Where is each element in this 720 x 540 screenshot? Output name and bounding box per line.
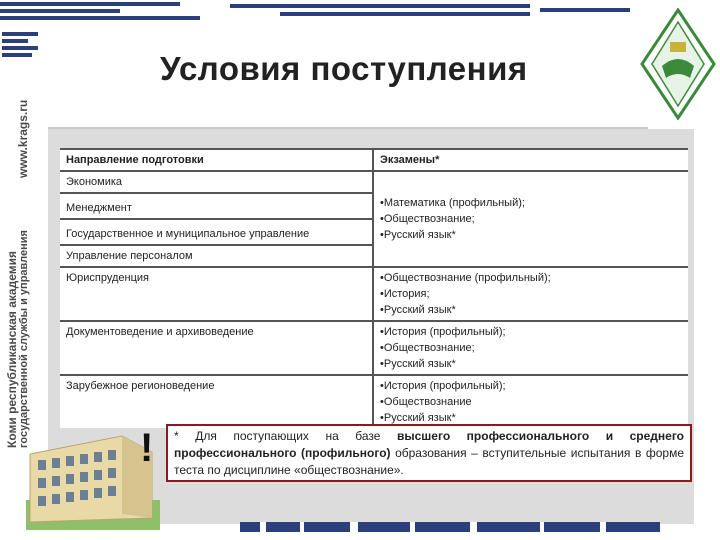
exams-cell (373, 267, 688, 321)
academy-name-line2: государственной службы и управления (18, 230, 30, 448)
direction-cell: Экономика (60, 171, 373, 193)
exam-item: •Русский язык* (380, 358, 456, 370)
direction-cell: Управление персоналом (60, 245, 373, 267)
table-row (60, 171, 688, 193)
exam-item: •Обществознание (профильный); (380, 272, 551, 284)
exam-item: •История (профильный); (380, 380, 506, 392)
direction-cell: Юриспруденция (60, 267, 373, 321)
column-header-exams: Экзамены* (373, 149, 688, 171)
exam-item: •Обществознание; (380, 342, 475, 354)
exam-item: •История (профильный); (380, 326, 506, 338)
academy-name-line1: Коми республиканская академия (5, 251, 19, 448)
column-header-direction: Направление подготовки (60, 149, 373, 171)
page-title: Условия поступления (160, 50, 528, 87)
table-row (60, 321, 688, 375)
direction-cell: Зарубежное регионоведение (60, 375, 373, 428)
academy-logo-icon (640, 8, 716, 120)
exam-item: •Русский язык* (380, 229, 456, 241)
footnote-box (166, 424, 692, 482)
exams-cell (373, 375, 688, 428)
exam-item: •Математика (профильный); (380, 197, 525, 209)
header-stripes (0, 0, 700, 22)
exam-item: •История; (380, 288, 430, 300)
website-label: www.krags.ru (16, 99, 30, 178)
direction-cell: Документоведение и архивоведение (60, 321, 373, 375)
exam-item: •Обществознание (380, 396, 472, 408)
footnote-text-a: * Для поступающих на базе (174, 429, 397, 443)
direction-cell: Государственное и муниципальное управление (60, 219, 373, 245)
exams-cell (373, 321, 688, 375)
footnote-text-c: образования – вступительные испытания в форме теста по дисциплине «обществознание». (174, 446, 684, 477)
footnote-text-bold: высшего профессионального и среднего профессионального (профильного) (174, 429, 684, 460)
table-row (60, 267, 688, 321)
exam-item: •Русский язык* (380, 412, 456, 424)
table-header-row (60, 149, 688, 171)
direction-cell: Менеджмент (60, 193, 373, 219)
exams-cell (373, 171, 688, 267)
exam-item: •Русский язык* (380, 304, 456, 316)
table-row (60, 375, 688, 428)
footer-stripes (240, 522, 660, 532)
exam-item: •Обществознание; (380, 213, 475, 225)
exclamation-icon: ! (140, 426, 154, 470)
admission-table (60, 148, 688, 428)
